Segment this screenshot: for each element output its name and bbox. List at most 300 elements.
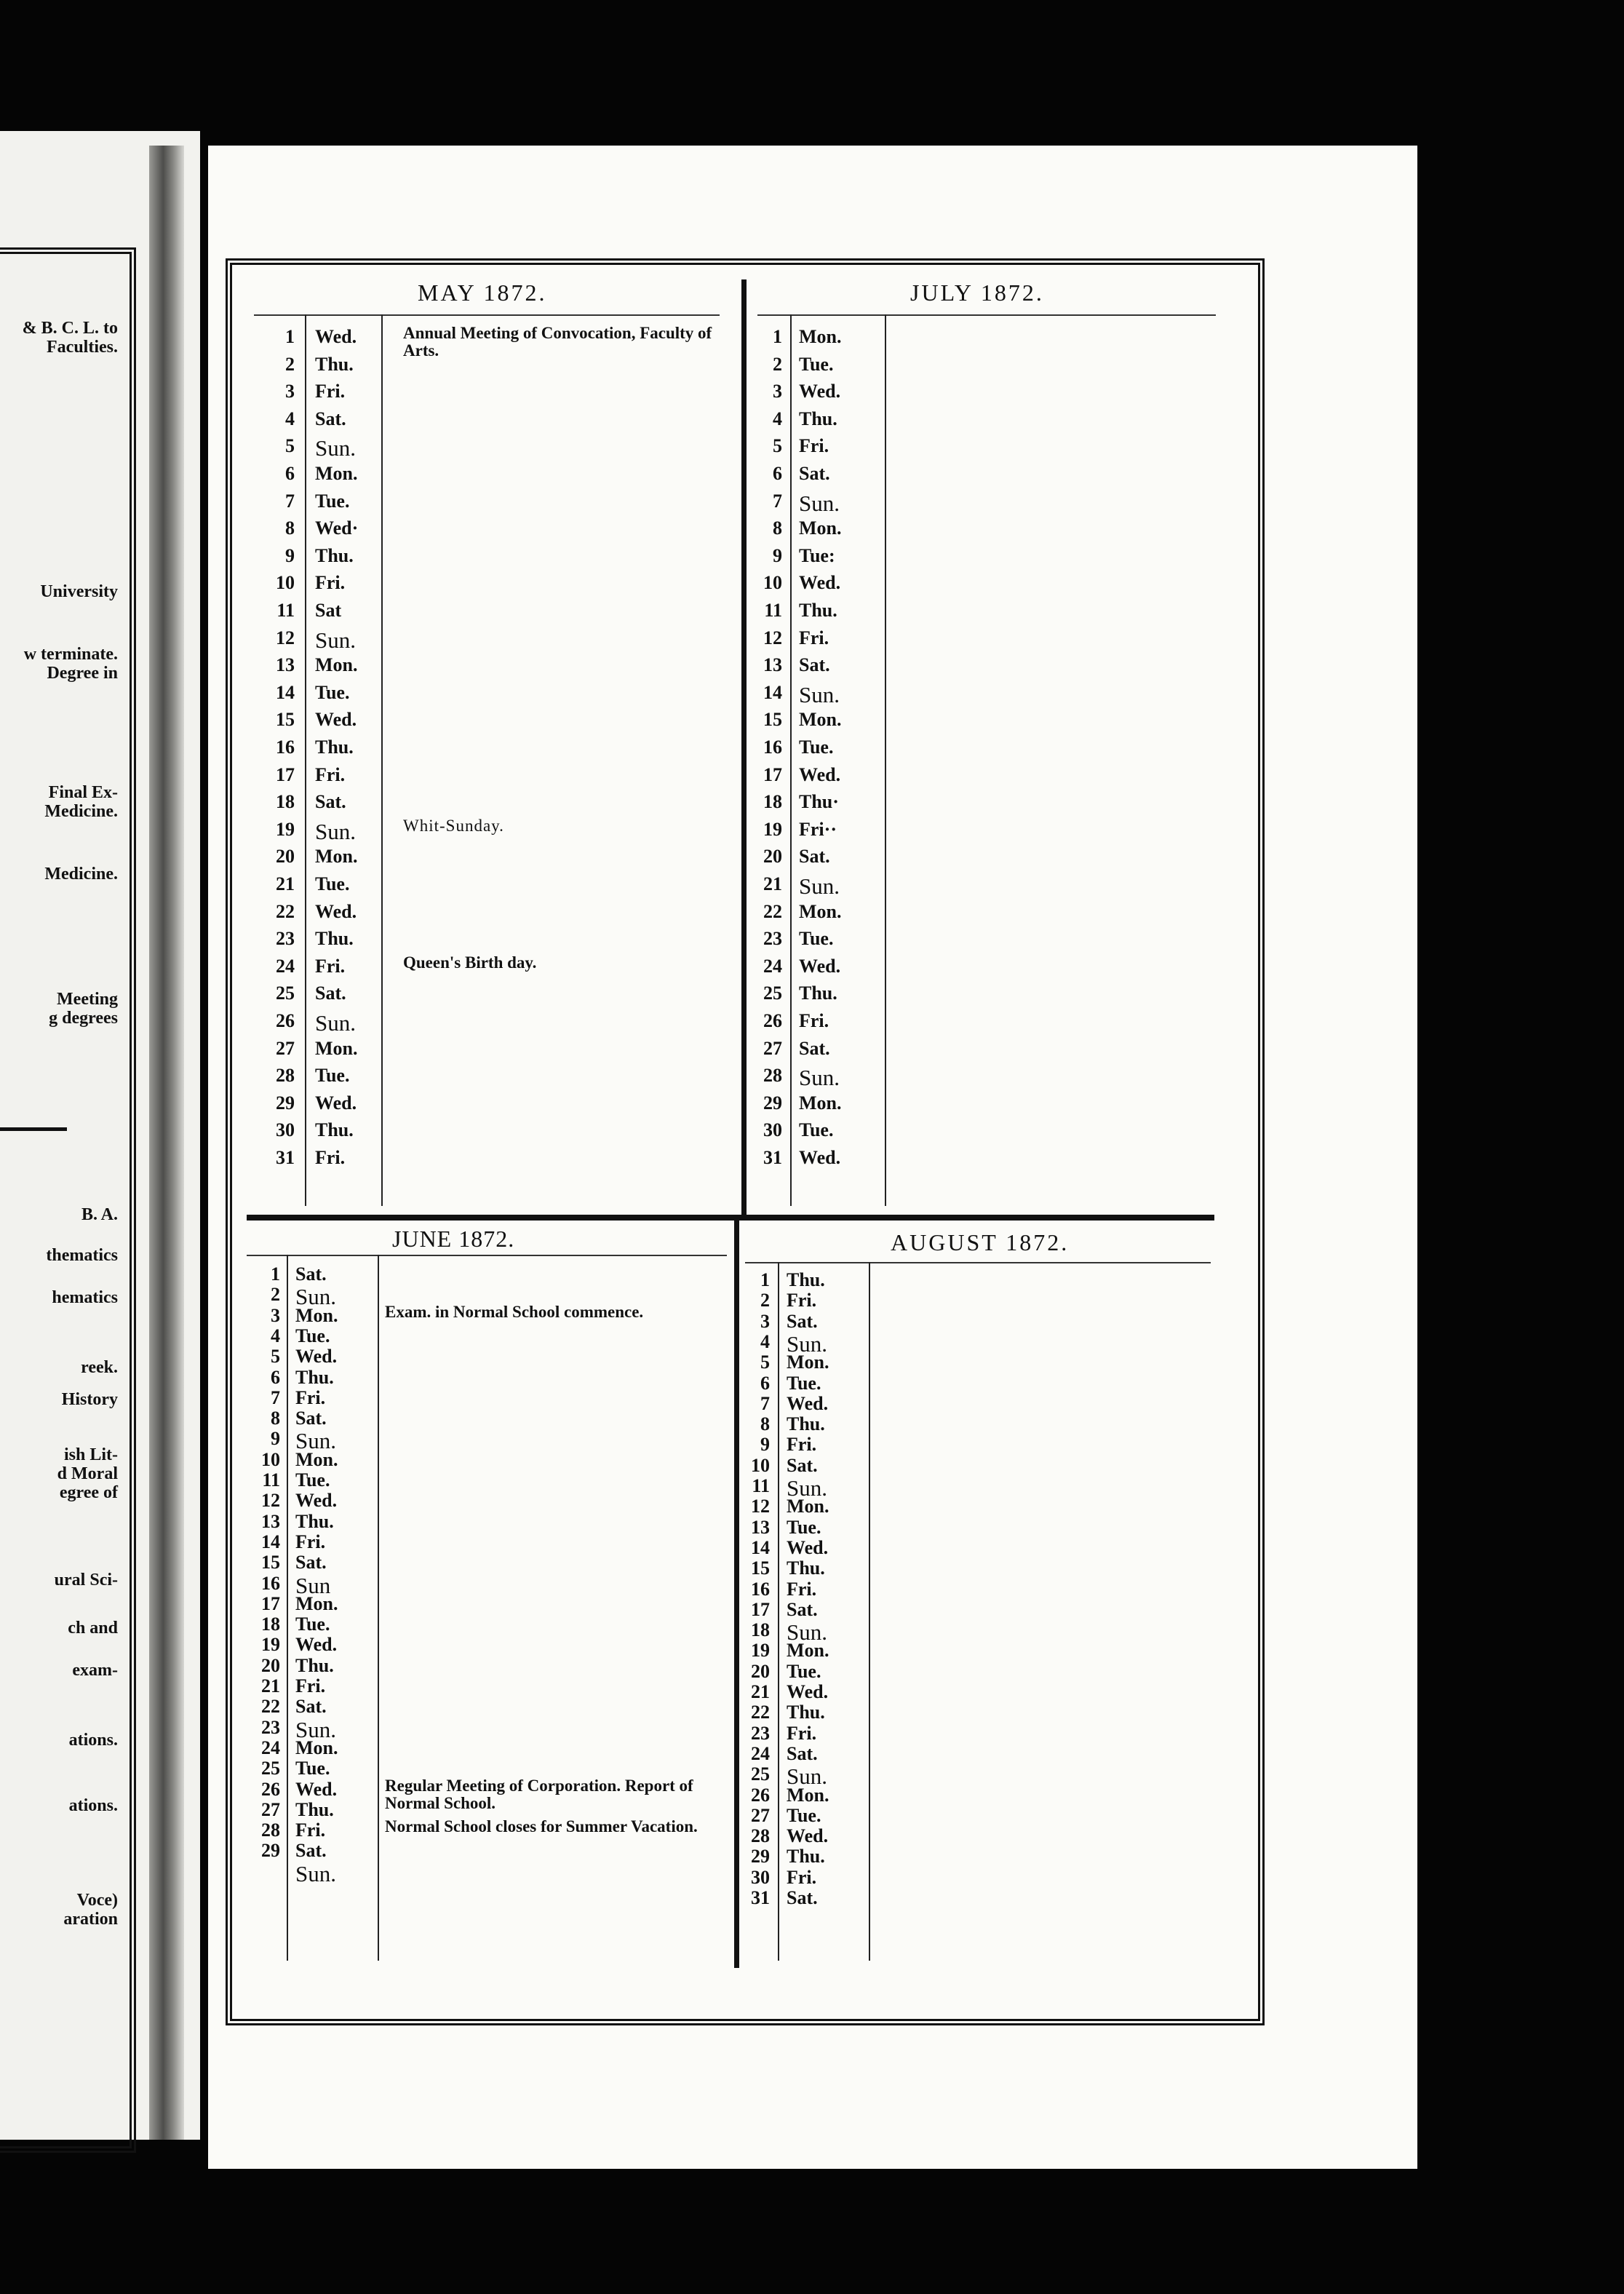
weekday-label: Sat. [295,1840,327,1862]
weekday-label: Wed. [315,1092,357,1114]
weekday-label: Thu. [315,1119,354,1141]
day-number: 29 [276,1092,295,1114]
left-page-text: thematics [46,1246,118,1265]
left-page-text: d Moral [57,1464,118,1483]
day-number: 2 [760,1290,770,1311]
weekday-label: Mon. [295,1304,338,1326]
day-number: 13 [276,654,295,676]
weekday-label: Sat. [295,1408,327,1429]
day-number: 9 [271,1428,280,1450]
weekday-label: Fri. [787,1290,817,1311]
weekday-label: Sat. [799,654,830,676]
weekday-label: Mon. [799,709,842,731]
weekday-label: Sat. [315,983,346,1004]
day-number: 25 [261,1758,280,1779]
day-number: 6 [271,1366,280,1388]
day-number: 23 [261,1716,280,1738]
left-page-text: egree of [59,1483,118,1502]
weekday-label: Fri. [799,627,829,648]
left-page-text: Meeting [57,990,118,1009]
day-number: 2 [285,353,295,375]
day-number: 8 [760,1413,770,1435]
day-number: 5 [271,1346,280,1368]
day-number: 15 [763,709,782,731]
month-title: AUGUST 1872. [891,1229,1070,1255]
weekday-label: Thu. [787,1557,825,1579]
day-number: 20 [751,1660,770,1682]
weekday-label: Wed. [787,1536,829,1558]
month-july [757,279,1223,1211]
weekday-label: Mon. [315,1037,358,1059]
weekday-label: Sat. [295,1552,327,1573]
day-number: 15 [751,1557,770,1579]
weekday-label: Tue. [799,928,834,950]
month-may [254,279,734,1211]
weekday-label: Mon. [315,654,358,676]
weekday-label: Tue. [315,1065,350,1087]
day-number: 10 [751,1454,770,1476]
weekday-label: Mon. [799,900,842,922]
left-page-text: reek. [81,1358,118,1377]
month-june [247,1226,731,1968]
day-number: 17 [261,1592,280,1614]
day-number: 29 [261,1840,280,1862]
day-number: 6 [760,1372,770,1394]
weekday-label: Tue. [799,353,834,375]
weekday-label: Sun. [787,1619,827,1646]
weekday-label: Sun. [295,1860,336,1886]
left-page-text: w terminate. [23,645,118,664]
weekday-label: Mon. [295,1737,338,1758]
header-rule [757,314,1216,316]
day-number: 20 [763,846,782,868]
weekday-column-rule [378,1255,379,1961]
weekday-label: Sat. [295,1696,327,1718]
day-number: 21 [763,873,782,894]
month-august [745,1226,1211,1968]
header-rule [745,1262,1211,1263]
left-page-text: History [61,1390,118,1409]
day-number: 30 [763,1119,782,1141]
left-page-text: ish Lit- [63,1445,118,1464]
weekday-label: Mon. [295,1592,338,1614]
day-number: 3 [773,381,782,402]
weekday-label: Sat. [787,1310,818,1332]
weekday-label: Thu. [787,1269,825,1290]
left-page-text: Voce) [76,1891,118,1910]
weekday-label: Tue. [315,681,350,703]
day-number: 19 [261,1634,280,1656]
weekday-label: Sun. [295,1716,336,1742]
day-number: 31 [751,1887,770,1908]
day-number: 22 [261,1696,280,1718]
left-page-text: aration [63,1910,118,1929]
day-number: 9 [760,1434,770,1456]
weekday-label: Mon. [799,326,842,347]
weekday-label: Thu. [315,353,354,375]
day-number: 26 [763,1010,782,1031]
weekday-label: Sun. [799,681,840,707]
header-rule [247,1255,727,1256]
weekday-label: Mon. [799,517,842,539]
day-number: 27 [763,1037,782,1059]
day-number: 24 [276,955,295,977]
weekday-label: Sun. [799,873,840,899]
day-number: 22 [763,900,782,922]
day-number: 27 [276,1037,295,1059]
weekday-label: Sun. [315,627,356,653]
day-number: 2 [773,353,782,375]
weekday-label: Thu. [295,1654,334,1676]
left-page-text: Medicine. [44,865,118,884]
day-number: 14 [261,1531,280,1552]
day-number: 17 [276,763,295,785]
weekday-label: Fri. [295,1531,326,1552]
weekday-label: Thu. [799,408,837,429]
left-page-text: Degree in [47,664,118,683]
header-rule [254,314,720,316]
day-number: 5 [773,435,782,457]
day-number: 28 [763,1065,782,1087]
day-number: 10 [763,572,782,594]
day-number: 12 [261,1490,280,1512]
day-number: 23 [276,928,295,950]
weekday-label: Wed. [799,1147,841,1168]
day-number: 6 [773,463,782,484]
day-number: 22 [276,900,295,922]
weekday-label: Thu. [295,1366,334,1388]
day-number: 7 [773,490,782,512]
weekday-label: Wed. [787,1825,829,1847]
day-number: 18 [261,1614,280,1635]
weekday-label: Thu. [315,928,354,950]
day-number: 21 [261,1675,280,1696]
weekday-label: Sat. [787,1887,818,1908]
day-number: 6 [285,463,295,484]
day-number: 9 [285,544,295,566]
weekday-label: Wed. [799,381,841,402]
day-number: 12 [763,627,782,648]
calendar-event: Queen's Birth day. [403,953,537,972]
weekday-label: Sun. [295,1284,336,1310]
weekday-label: Fri. [295,1819,326,1841]
day-number: 27 [261,1798,280,1820]
day-number: 3 [285,381,295,402]
date-column-rule [790,314,792,1206]
weekday-label: Fri. [315,1147,346,1168]
weekday-label: Fri. [315,955,346,977]
weekday-label: Sat. [787,1742,818,1764]
weekday-label: Tue. [295,1469,330,1491]
weekday-label: Thu. [315,544,354,566]
day-number: 7 [285,490,295,512]
weekday-label: Sun. [799,490,840,516]
weekday-label: Sat. [799,846,830,868]
weekday-label: Sun. [787,1330,827,1357]
day-number: 31 [763,1147,782,1168]
weekday-label: Fri. [315,381,346,402]
weekday-label: Tue. [315,873,350,894]
day-number: 13 [751,1516,770,1538]
day-number: 1 [271,1263,280,1285]
left-page-text: ural Sci- [54,1571,118,1589]
day-number: 28 [276,1065,295,1087]
day-number: 4 [773,408,782,429]
day-number: 11 [262,1469,280,1491]
day-number: 24 [751,1742,770,1764]
day-number: 4 [760,1330,770,1352]
weekday-label: Fri. [787,1578,817,1600]
weekday-label: Tue. [787,1372,821,1394]
weekday-label: Sat. [787,1598,818,1620]
weekday-label: Fri. [799,1010,829,1031]
weekday-label: Thu. [315,737,354,758]
day-number: 10 [261,1448,280,1470]
weekday-label: Fri. [787,1434,817,1456]
month-title: MAY 1872. [418,279,547,306]
weekday-label: Sat. [799,463,830,484]
weekday-label: Thu. [295,1798,334,1820]
date-column-rule [305,314,306,1206]
left-page-frame [0,247,136,2153]
day-number: 8 [271,1408,280,1429]
day-number: 3 [271,1304,280,1326]
weekday-label: Sat. [295,1263,327,1285]
day-number: 22 [751,1702,770,1723]
weekday-label: Mon. [787,1640,829,1662]
weekday-label: Thu. [799,983,837,1004]
weekday-label: Thu. [295,1510,334,1532]
calendar-event: Whit-Sunday. [403,816,504,835]
weekday-label: Fri. [787,1722,817,1744]
weekday-label: Thu. [799,600,837,621]
day-number: 4 [285,408,295,429]
weekday-label: Sat. [315,791,346,813]
weekday-label: Mon. [787,1496,829,1517]
left-page-text: Faculties. [47,338,118,357]
weekday-label: Fri. [295,1386,326,1408]
day-number: 23 [751,1722,770,1744]
weekday-label: Sat. [787,1454,818,1476]
day-number: 13 [261,1510,280,1532]
day-number: 28 [751,1825,770,1847]
calendar-event: Exam. in Normal School commence. [385,1302,644,1321]
weekday-label: Sun. [315,1010,356,1036]
day-number: 31 [276,1147,295,1168]
date-column-rule [778,1262,779,1961]
weekday-label: Wed. [315,709,357,731]
day-number: 7 [271,1386,280,1408]
weekday-label: Tue: [799,544,835,566]
left-page-rule [0,1127,67,1131]
calendar-event: Annual Meeting of Convocation, Faculty of Arts. [403,324,712,360]
book-gutter [149,146,184,2140]
weekday-label: Mon. [799,1092,842,1114]
weekday-label: Tue. [799,737,834,758]
day-number: 21 [751,1681,770,1702]
weekday-label: Sat. [315,408,346,429]
day-number: 17 [751,1598,770,1620]
weekday-label: Fri. [315,572,346,594]
day-number: 11 [752,1475,770,1496]
day-number: 20 [261,1654,280,1676]
weekday-label: Thu. [787,1702,825,1723]
left-page-text: University [40,582,118,601]
left-page-text: Medicine. [44,802,118,821]
weekday-label: Sun. [799,1065,840,1091]
weekday-label: Tue. [295,1758,330,1779]
day-number: 30 [751,1866,770,1888]
day-number: 26 [276,1010,295,1031]
day-number: 25 [763,983,782,1004]
month-title: JUNE 1872. [392,1226,515,1252]
weekday-label: Sun. [295,1428,336,1454]
weekday-label: Thu. [787,1846,825,1868]
day-number: 29 [763,1092,782,1114]
weekday-label: Fri. [315,763,346,785]
weekday-label: Mon. [295,1448,338,1470]
day-number: 28 [261,1819,280,1841]
weekday-label: Tue. [787,1804,821,1826]
left-page-text: g degrees [49,1009,118,1028]
day-number: 16 [261,1572,280,1594]
day-number: 23 [763,928,782,950]
weekday-label: Wed. [315,326,357,347]
weekday-label: Fri. [799,435,829,457]
left-page-text: Final Ex- [48,783,118,802]
weekday-label: Sun [295,1572,331,1598]
weekday-label: Fri·· [799,818,837,840]
day-number: 29 [751,1846,770,1868]
weekday-label: Wed. [295,1634,338,1656]
weekday-label: Sun. [315,435,356,461]
weekday-column-rule [381,314,383,1206]
left-page-text: & B. C. L. to [22,319,118,338]
weekday-label: Wed. [799,955,841,977]
day-number: 26 [751,1784,770,1806]
day-number: 15 [261,1552,280,1573]
day-number: 19 [763,818,782,840]
weekday-label: Wed· [315,517,359,539]
day-number: 18 [276,791,295,813]
weekday-label: Thu· [799,791,839,813]
day-number: 2 [271,1284,280,1306]
day-number: 3 [760,1310,770,1332]
day-number: 14 [763,681,782,703]
weekday-label: Wed. [799,572,841,594]
weekday-column-rule [885,314,886,1206]
day-number: 27 [751,1804,770,1826]
weekday-label: Tue. [295,1614,330,1635]
day-number: 16 [763,737,782,758]
weekday-label: Wed. [295,1778,338,1800]
calendar-frame [226,258,1265,2025]
weekday-label: Sat. [799,1037,830,1059]
left-page-text: ations. [68,1796,118,1815]
day-number: 12 [751,1496,770,1517]
day-number: 14 [276,681,295,703]
day-number: 19 [751,1640,770,1662]
day-number: 14 [751,1536,770,1558]
day-number: 5 [285,435,295,457]
calendar-event: Regular Meeting of Corporation. Report of Normal School. [385,1776,693,1812]
day-number: 20 [276,846,295,868]
day-number: 25 [276,983,295,1004]
day-number: 8 [773,517,782,539]
month-title: JULY 1872. [910,279,1044,306]
day-number: 16 [751,1578,770,1600]
weekday-label: Fri. [787,1866,817,1888]
day-number: 12 [276,627,295,648]
day-number: 18 [763,791,782,813]
day-number: 16 [276,737,295,758]
left-page-text: ch and [68,1619,118,1638]
day-number: 1 [760,1269,770,1290]
weekday-label: Wed. [315,900,357,922]
day-number: 10 [276,572,295,594]
day-number: 18 [751,1619,770,1641]
day-number: 24 [763,955,782,977]
day-number: 11 [276,600,295,621]
weekday-label: Mon. [787,1784,829,1806]
weekday-label: Sat [315,600,342,621]
weekday-label: Wed. [787,1392,829,1414]
weekday-label: Sun. [787,1475,827,1501]
weekday-label: Fri. [295,1675,326,1696]
day-number: 5 [760,1352,770,1373]
day-number: 24 [261,1737,280,1758]
day-number: 21 [276,873,295,894]
day-number: 1 [773,326,782,347]
weekday-label: Wed. [295,1490,338,1512]
left-page-text: B. A. [81,1205,118,1224]
weekday-label: Wed. [787,1681,829,1702]
left-page-text: ations. [68,1731,118,1750]
day-number: 4 [271,1325,280,1346]
weekday-column-rule [869,1262,870,1961]
day-number: 19 [276,818,295,840]
weekday-label: Tue. [315,490,350,512]
weekday-label: Tue. [787,1660,821,1682]
weekday-label: Mon. [315,463,358,484]
day-number: 11 [764,600,782,621]
weekday-label: Mon. [787,1352,829,1373]
row-divider [247,1215,1214,1221]
weekday-label: Tue. [799,1119,834,1141]
weekday-label: Sun. [315,818,356,844]
day-number: 8 [285,517,295,539]
day-number: 26 [261,1778,280,1800]
day-number: 25 [751,1763,770,1785]
day-number: 9 [773,544,782,566]
weekday-label: Wed. [295,1346,338,1368]
day-number: 30 [276,1119,295,1141]
day-number: 1 [285,326,295,347]
weekday-label: Thu. [787,1413,825,1435]
left-page-text: exam- [72,1661,118,1680]
left-page-text: hematics [52,1288,118,1307]
day-number: 17 [763,763,782,785]
weekday-label: Tue. [787,1516,821,1538]
day-number: 15 [276,709,295,731]
weekday-label: Tue. [295,1325,330,1346]
weekday-label: Mon. [315,846,358,868]
day-number: 7 [760,1392,770,1414]
calendar-event: Normal School closes for Summer Vacation. [385,1817,698,1836]
date-column-rule [287,1255,288,1961]
weekday-label: Sun. [787,1763,827,1790]
day-number: 13 [763,654,782,676]
